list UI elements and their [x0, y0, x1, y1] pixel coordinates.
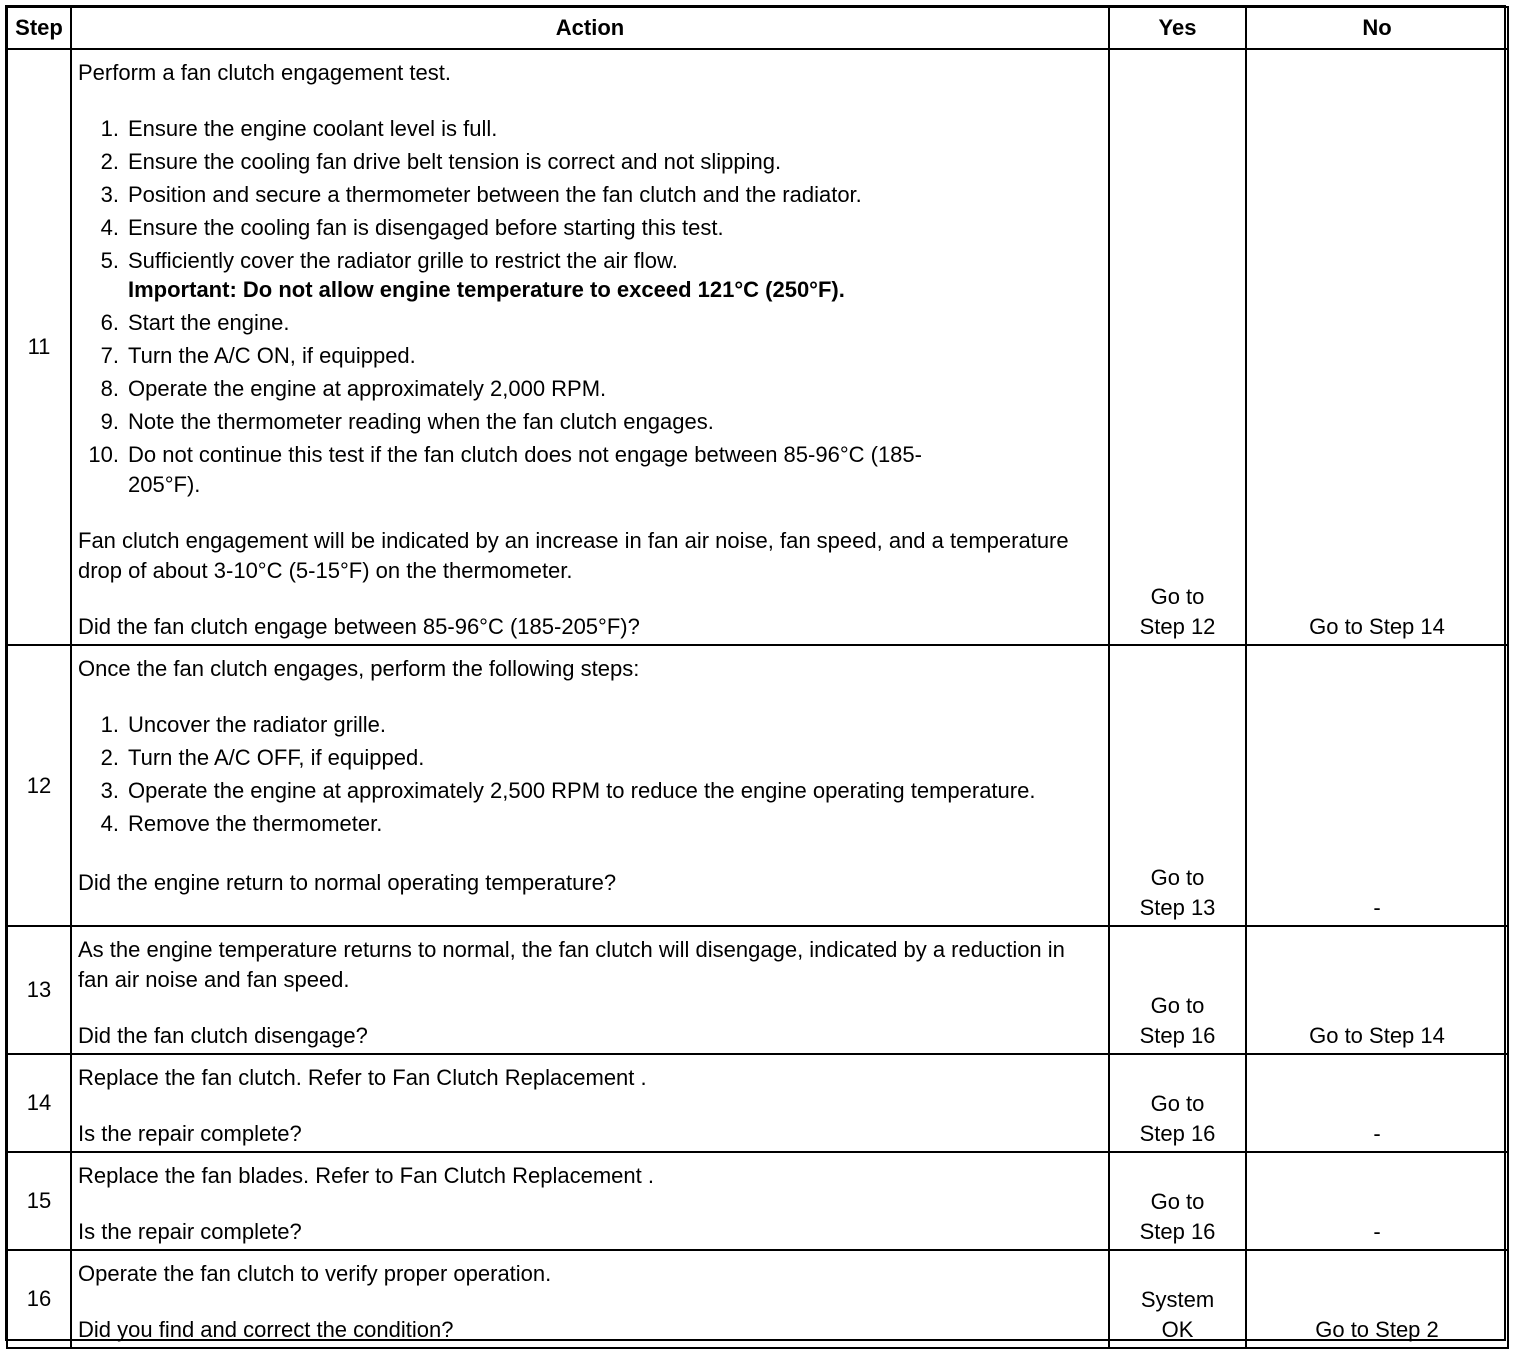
action-cell: [71, 926, 1109, 1054]
list-item: 2. Turn the A/C OFF, if equipped.: [100, 745, 425, 770]
yes-cell: Go to Step 13: [1109, 645, 1246, 926]
action-question: Did the fan clutch disengage?: [78, 1023, 368, 1048]
action-steps: [78, 114, 1098, 500]
header-row: [7, 7, 1508, 49]
step-number: 15: [7, 1152, 71, 1250]
yes-cell: Go to Step 16: [1109, 926, 1246, 1054]
action-cell: [71, 49, 1109, 645]
list-item: 1. Ensure the engine coolant level is full.: [100, 116, 498, 141]
list-item: 6. Start the engine.: [100, 310, 290, 335]
action-intro: Operate the fan clutch to verify proper operation.: [78, 1261, 552, 1286]
no-cell: Go to Step 14: [1246, 926, 1508, 1054]
list-item: 4. Ensure the cooling fan is disengaged before starting this test.: [100, 215, 724, 240]
important-note: Important: Do not allow engine temperature to exceed 121°C (250°F).: [128, 277, 845, 302]
no-cell: Go to Step 2: [1246, 1250, 1508, 1348]
action-question: Did the engine return to normal operating temperature?: [78, 870, 617, 895]
diagnostic-table: [6, 6, 1509, 1349]
table-row: [7, 926, 1508, 1054]
list-item: 3. Position and secure a thermometer between the fan clutch and the radiator.: [100, 182, 862, 207]
header-step: Step: [7, 7, 71, 49]
step-number: 11: [7, 49, 71, 645]
yes-cell: Go to Step 16: [1109, 1152, 1246, 1250]
action-intro: Replace the fan clutch. Refer to Fan Clutch Replacement .: [78, 1065, 647, 1090]
list-item: 5. Sufficiently cover the radiator grille to restrict the air flow. Important: Do not allow engine temperature to exceed 121°C (250°F).: [128, 246, 1098, 305]
list-item: 2. Ensure the cooling fan drive belt tension is correct and not slipping.: [100, 149, 782, 174]
step-number: 16: [7, 1250, 71, 1348]
list-item: 8. Operate the engine at approximately 2,000 RPM.: [100, 376, 607, 401]
step-number: 12: [7, 645, 71, 926]
list-item: 9. Note the thermometer reading when the fan clutch engages.: [100, 409, 714, 434]
action-cell: [71, 1250, 1109, 1348]
header-no: No: [1246, 7, 1508, 49]
action-intro: Once the fan clutch engages, perform the following steps:: [78, 656, 640, 681]
no-cell: -: [1246, 645, 1508, 926]
action-question: Did you find and correct the condition?: [78, 1317, 454, 1342]
action-intro: Replace the fan blades. Refer to Fan Clutch Replacement .: [78, 1163, 654, 1188]
action-intro: Perform a fan clutch engagement test.: [78, 60, 451, 85]
no-cell: -: [1246, 1152, 1508, 1250]
header-action: Action: [71, 7, 1109, 49]
yes-cell: Go to Step 12: [1109, 49, 1246, 645]
action-steps: [78, 710, 1098, 839]
list-item: 1. Uncover the radiator grille.: [100, 712, 387, 737]
no-cell: Go to Step 14: [1246, 49, 1508, 645]
list-item: 10. Do not continue this test if the fan clutch does not engage between 85-96°C (185-205°F).: [88, 442, 922, 497]
table-row: [7, 1054, 1508, 1152]
action-note: Fan clutch engagement will be indicated by an increase in fan air noise, fan speed, and a temperature drop of about 3-10°C (5-15°F) on the thermometer.: [78, 528, 1069, 583]
action-intro: As the engine temperature returns to normal, the fan clutch will disengage, indicated by a reduction in fan air noise and fan speed.: [78, 937, 1065, 992]
header-yes: Yes: [1109, 7, 1246, 49]
action-cell: [71, 1054, 1109, 1152]
action-question: Is the repair complete?: [78, 1121, 302, 1146]
table-row: [7, 49, 1508, 645]
yes-cell: Go to Step 16: [1109, 1054, 1246, 1152]
list-item: 7. Turn the A/C ON, if equipped.: [100, 343, 416, 368]
step-number: 14: [7, 1054, 71, 1152]
list-item: 4. Remove the thermometer.: [100, 811, 383, 836]
action-cell: [71, 1152, 1109, 1250]
table-row: [7, 645, 1508, 926]
table-row: [7, 1152, 1508, 1250]
table-row: [7, 1250, 1508, 1348]
step-number: 13: [7, 926, 71, 1054]
list-item: 3. Operate the engine at approximately 2,500 RPM to reduce the engine operating temperature.: [100, 778, 1036, 803]
action-cell: [71, 645, 1109, 926]
yes-cell: System OK: [1109, 1250, 1246, 1348]
no-cell: -: [1246, 1054, 1508, 1152]
action-question: Is the repair complete?: [78, 1219, 302, 1244]
action-question: Did the fan clutch engage between 85-96°C (185-205°F)?: [78, 614, 640, 639]
